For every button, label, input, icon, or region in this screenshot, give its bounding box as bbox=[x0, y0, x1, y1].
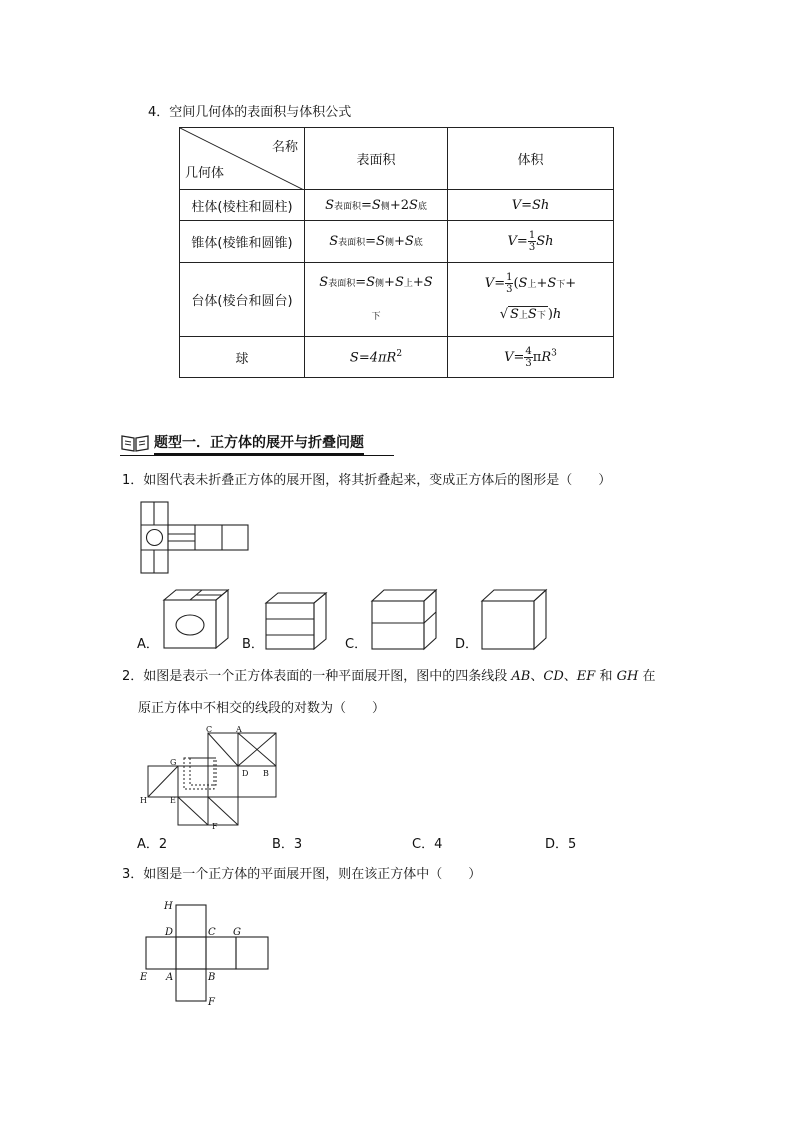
label-h: H bbox=[140, 796, 147, 805]
label-a: A bbox=[236, 725, 242, 734]
label-g: G bbox=[170, 758, 177, 767]
label-b: B bbox=[263, 769, 269, 778]
frustum-surface-formula: S表面积=S侧+S上+S 下 bbox=[305, 263, 448, 337]
table-header-diagonal bbox=[180, 128, 305, 190]
header-solid: 几何体 bbox=[185, 166, 225, 181]
q2-option-a[interactable]: A．2 bbox=[137, 837, 168, 852]
q1-option-c[interactable]: C． bbox=[345, 637, 368, 652]
prism-surface-formula: S表面积=S侧+2S底 bbox=[305, 190, 448, 221]
label-d: D bbox=[242, 769, 249, 778]
option-c-cube bbox=[368, 587, 442, 653]
label-a: A bbox=[166, 972, 174, 983]
row-solid: 柱体(棱柱和圆柱) bbox=[180, 190, 305, 221]
section-heading: 题型一．正方体的展开与折叠问题 bbox=[154, 433, 364, 455]
pyramid-volume-formula: V= $\frac{1}{3}$ Sh bbox=[448, 221, 614, 263]
frustum-volume-formula: V= $\frac{1}{3}$ (S上+S下+ √ S上S下 )h bbox=[448, 263, 614, 337]
row-solid: 球 bbox=[180, 337, 305, 378]
prism-volume-formula: V=Sh bbox=[448, 190, 614, 221]
q2-option-b[interactable]: B．3 bbox=[272, 837, 303, 852]
label-e: E bbox=[170, 796, 176, 805]
q3-stem: 3．如图是一个正方体的平面展开图，则在该正方体中（ ） bbox=[122, 867, 482, 882]
label-g: G bbox=[233, 927, 241, 938]
label-b: B bbox=[208, 972, 216, 983]
option-d-cube bbox=[478, 587, 552, 653]
pyramid-surface-formula: S表面积=S侧+S底 bbox=[305, 221, 448, 263]
sphere-volume-formula: V= $\frac{4}{3}$ $\pi R^3$ bbox=[448, 337, 614, 378]
q2-net-figure bbox=[136, 725, 286, 830]
sphere-surface-formula: $S=4\pi R^2$ bbox=[305, 337, 448, 378]
label-h: H bbox=[164, 901, 173, 912]
label-f: F bbox=[212, 822, 218, 830]
header-surface: 表面积 bbox=[305, 128, 448, 190]
q2-option-c[interactable]: C．4 bbox=[412, 837, 443, 852]
table-row bbox=[180, 263, 614, 337]
row-solid: 台体(棱台和圆台) bbox=[180, 263, 305, 337]
q1-option-b[interactable]: B． bbox=[242, 637, 264, 652]
row-solid: 锥体(棱锥和圆锥) bbox=[180, 221, 305, 263]
header-name: 名称 bbox=[271, 140, 298, 155]
q2-option-d[interactable]: D．5 bbox=[545, 837, 577, 852]
table-row bbox=[180, 190, 614, 221]
q2-stem-line1: 2．如图是表示一个正方体表面的一种平面展开图，图中的四条线段 AB、CD、EF 和 GH 在 bbox=[122, 669, 656, 684]
q1-net-figure bbox=[138, 500, 252, 576]
q1-option-a[interactable]: A． bbox=[137, 637, 159, 652]
label-e: E bbox=[140, 972, 148, 983]
label-d: D bbox=[165, 927, 174, 938]
table-row bbox=[180, 337, 614, 378]
header-volume: 体积 bbox=[448, 128, 614, 190]
option-b-cube bbox=[262, 590, 332, 653]
q3-net-figure bbox=[136, 895, 276, 1010]
label-f: F bbox=[208, 997, 215, 1008]
q1-stem: 1．如图代表未折叠正方体的展开图，将其折叠起来，变成正方体后的图形是（ ） bbox=[122, 473, 612, 488]
label-c: C bbox=[206, 725, 213, 734]
q1-option-d[interactable]: D． bbox=[455, 637, 479, 652]
q2-stem-line2: 原正方体中不相交的线段的对数为（ ） bbox=[138, 701, 386, 716]
heading-underline bbox=[120, 455, 394, 456]
label-c: C bbox=[208, 927, 216, 938]
book-icon bbox=[120, 433, 150, 453]
option-a-cube bbox=[160, 588, 240, 653]
section-title: 4．空间几何体的表面积与体积公式 bbox=[148, 105, 352, 120]
formula-table bbox=[179, 127, 614, 378]
table-row bbox=[180, 221, 614, 263]
